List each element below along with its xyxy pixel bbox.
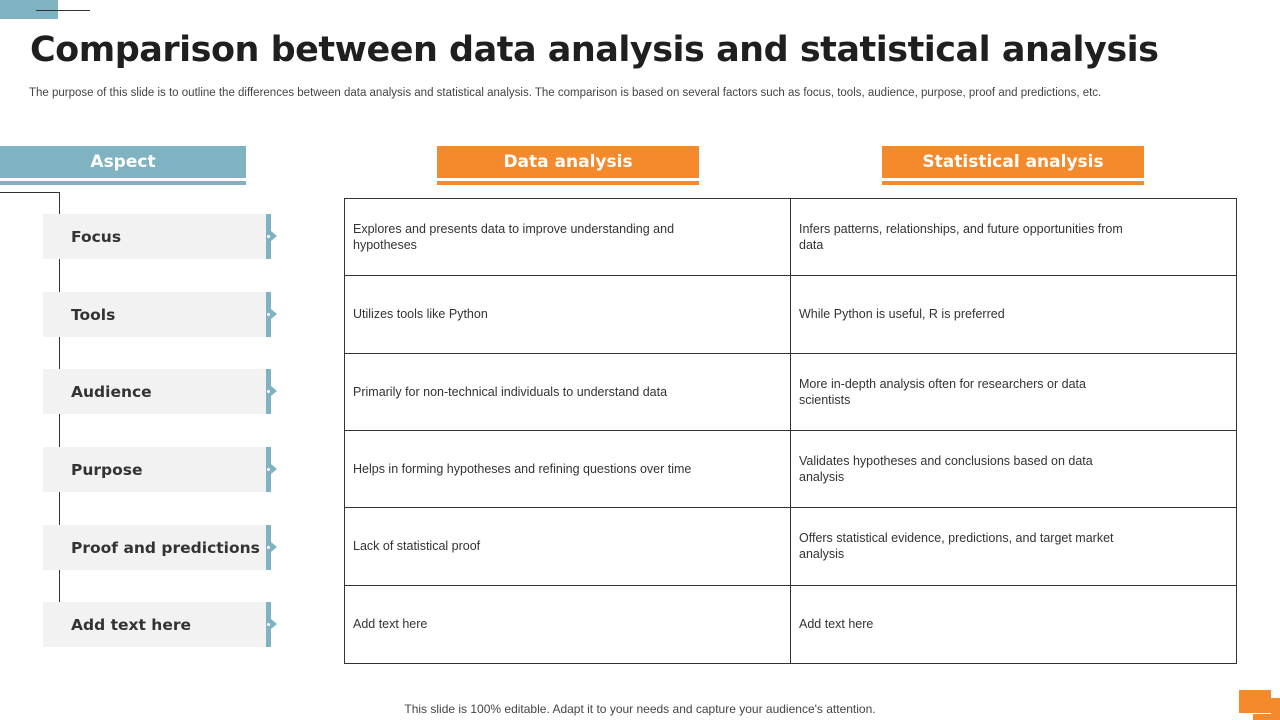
- chevron-right-icon: [271, 464, 277, 474]
- table-cell-stat: [791, 508, 1236, 585]
- table-cell-stat: [791, 199, 1236, 276]
- dot-icon: [266, 312, 271, 317]
- chevron-right-icon: [271, 619, 277, 629]
- corner-line: [36, 10, 90, 11]
- header-statistical-analysis: Statistical analysis: [882, 146, 1144, 178]
- page-subtitle: The purpose of this slide is to outline the differences between data analysis and statistical analysis. The comparison is based on several factors such as focus, tools, audience, purpose, proof and predictions, etc.: [29, 87, 1102, 99]
- cell-text: Explores and presents data to improve understanding and hypotheses: [353, 222, 675, 253]
- dot-icon: [266, 545, 271, 550]
- dot-icon: [266, 622, 271, 627]
- aspect-add-text: Add text here: [43, 602, 266, 647]
- cell-text: Validates hypotheses and conclusions based on data analysis: [799, 454, 1093, 485]
- table-cell-data: [345, 586, 791, 663]
- comparison-table: [344, 198, 1237, 664]
- aspect-focus: Focus: [43, 214, 266, 259]
- cell-text: Add text here: [799, 617, 874, 632]
- cell-text: Utilizes tools like Python: [353, 307, 488, 322]
- dot-icon: [266, 467, 271, 472]
- cell-text: Helps in forming hypotheses and refining questions over time: [353, 462, 692, 477]
- table-cell-data: [345, 199, 791, 276]
- table-cell-data: [345, 431, 791, 508]
- chevron-right-icon: [271, 309, 277, 319]
- chevron-right-icon: [271, 386, 277, 396]
- chevron-right-icon: [271, 231, 277, 241]
- cell-text: More in-depth analysis often for researchers or data scientists: [799, 376, 1086, 407]
- corner-decoration-bottom: [1253, 698, 1280, 720]
- header-data-analysis: Data analysis: [437, 146, 699, 178]
- table-cell-data: [345, 354, 791, 431]
- cell-text: Lack of statistical proof: [353, 539, 481, 554]
- aspect-purpose: Purpose: [43, 447, 266, 492]
- table-cell-data: [345, 276, 791, 353]
- connector-horizontal: [0, 192, 59, 193]
- cell-text: While Python is useful, R is preferred: [799, 307, 1005, 322]
- header-aspect-underline: [0, 181, 246, 185]
- cell-text: Offers statistical evidence, predictions, and target market analysis: [799, 531, 1114, 562]
- corner-line-bottom: [1239, 713, 1271, 714]
- header-stat-underline: [882, 181, 1144, 185]
- table-cell-stat: [791, 586, 1236, 663]
- table-cell-stat: [791, 354, 1236, 431]
- header-data-underline: [437, 181, 699, 185]
- aspect-proof-and-predictions: Proof and predictions: [43, 525, 266, 570]
- cell-text: Primarily for non-technical individuals to understand data: [353, 384, 668, 399]
- aspect-tools: Tools: [43, 292, 266, 337]
- footer-note: This slide is 100% editable. Adapt it to your needs and capture your audience's attention.: [404, 702, 876, 716]
- aspect-audience: Audience: [43, 369, 266, 414]
- chevron-right-icon: [271, 542, 277, 552]
- page-title: Comparison between data analysis and statistical analysis: [30, 30, 1159, 70]
- table-cell-data: [345, 508, 791, 585]
- cell-text: Infers patterns, relationships, and future opportunities from data: [799, 222, 1123, 253]
- table-cell-stat: [791, 276, 1236, 353]
- dot-icon: [266, 234, 271, 239]
- cell-text: Add text here: [353, 617, 428, 632]
- table-cell-stat: [791, 431, 1236, 508]
- dot-icon: [266, 389, 271, 394]
- header-aspect: Aspect: [0, 146, 246, 178]
